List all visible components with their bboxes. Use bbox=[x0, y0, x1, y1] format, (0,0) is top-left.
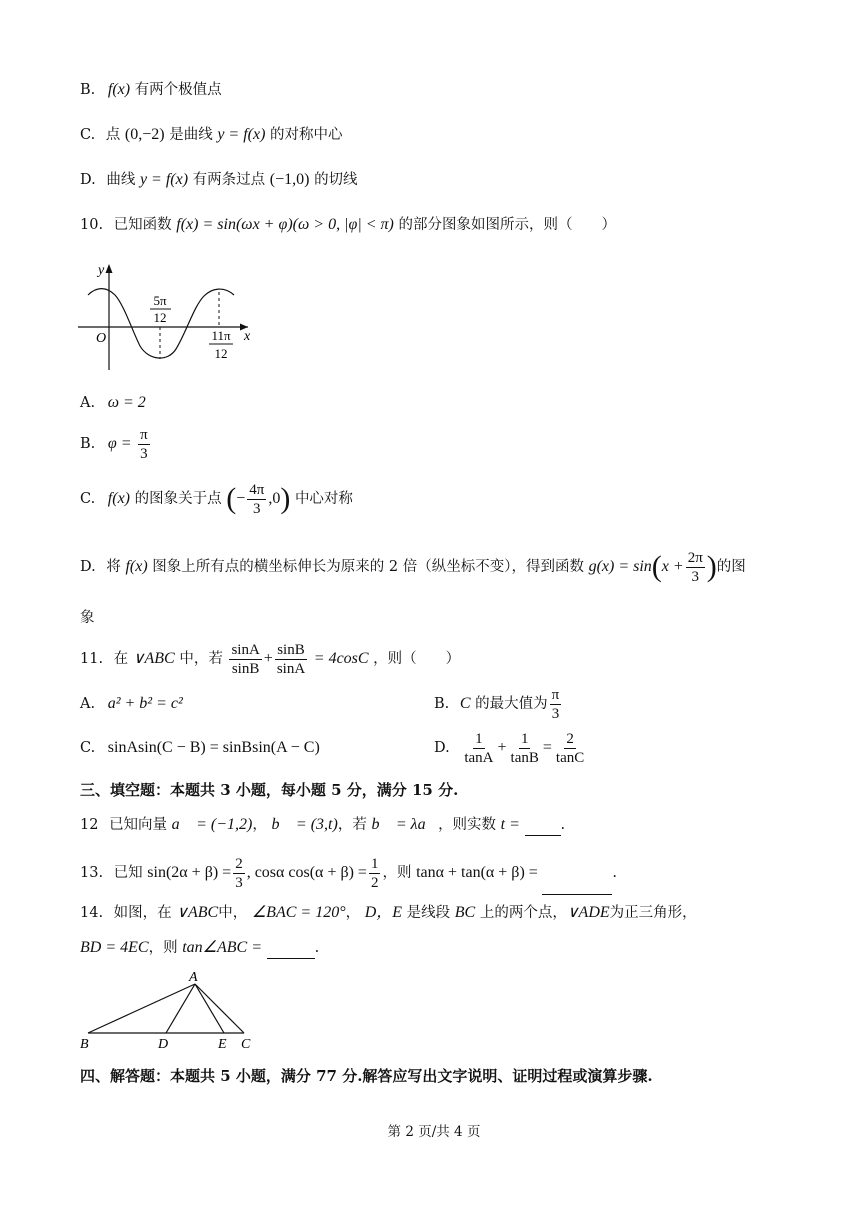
q11-option-b bbox=[434, 684, 563, 724]
question-number: 12 bbox=[80, 817, 99, 833]
fraction bbox=[247, 481, 266, 518]
section-4-heading: 四、解答题：本题共 5 小题，满分 77 分.解答应写出文字说明、证明过程或演算步骤. bbox=[80, 1067, 653, 1085]
q11-stem bbox=[80, 638, 460, 680]
text: 的图象关于点 bbox=[134, 491, 222, 507]
denominator: 2 bbox=[370, 874, 379, 891]
answer-blank[interactable] bbox=[525, 815, 561, 836]
q14-stem-line2 bbox=[80, 938, 319, 959]
paren-left: ( bbox=[651, 550, 662, 583]
math: g(x) = sin bbox=[588, 558, 652, 575]
math: (0,−2) bbox=[124, 126, 165, 143]
text: 图象上所有点的横坐标伸长为原来的 2 倍（纵坐标不变），得到函数 bbox=[152, 559, 584, 575]
text: 的图 bbox=[716, 559, 746, 575]
q10-option-d bbox=[80, 546, 746, 588]
numerator: 2 bbox=[566, 730, 574, 747]
math: ∨ABC bbox=[176, 904, 219, 921]
q12-stem bbox=[80, 815, 565, 836]
fraction bbox=[550, 686, 562, 723]
text: 中心对称 bbox=[294, 491, 353, 507]
fraction bbox=[275, 641, 307, 678]
math: BD = 4EC bbox=[80, 939, 149, 956]
option-label: D. bbox=[80, 559, 96, 575]
math: a⃗ = (−1,2) bbox=[171, 816, 253, 833]
fraction bbox=[686, 549, 705, 586]
q9-option-d bbox=[80, 170, 358, 190]
origin-label: O bbox=[96, 331, 107, 346]
option-text: 有两个极值点 bbox=[134, 82, 222, 98]
math: f(x) = sin(ωx + φ)(ω > 0, |φ| < π) bbox=[176, 216, 394, 233]
numerator: 1 bbox=[475, 730, 483, 747]
denominator: 3 bbox=[235, 874, 243, 891]
numerator: 4π bbox=[249, 481, 265, 498]
text: ，则 bbox=[148, 940, 178, 956]
math: ∠BAC = 120° bbox=[251, 904, 346, 921]
plus: + bbox=[497, 739, 507, 756]
point-e-label: E bbox=[218, 1037, 227, 1052]
fraction bbox=[369, 855, 381, 892]
text: 的最大值为 bbox=[475, 696, 548, 712]
math: ,0 bbox=[268, 490, 281, 507]
text: ，则（ ） bbox=[373, 651, 461, 667]
point-d-label: D bbox=[158, 1037, 169, 1052]
vertex-b-label: B bbox=[80, 1037, 89, 1052]
numerator: 1 bbox=[370, 855, 379, 872]
text: ，则 bbox=[382, 865, 412, 881]
text: 中，若 bbox=[179, 651, 223, 667]
option-label: B. bbox=[80, 82, 96, 98]
text: 曲线 bbox=[106, 172, 136, 188]
q10-option-c bbox=[80, 478, 353, 520]
answer-blank[interactable] bbox=[542, 852, 612, 895]
question-number: 11. bbox=[80, 651, 104, 667]
text: ， bbox=[252, 817, 267, 833]
text: 是曲线 bbox=[169, 127, 213, 143]
text: . bbox=[612, 865, 618, 881]
text: 为正三角形， bbox=[609, 905, 697, 921]
text: 的部分图象如图所示，则（ ） bbox=[398, 217, 616, 233]
fraction bbox=[229, 641, 261, 678]
math: BC bbox=[454, 904, 476, 921]
math: sinAsin(C − B) = sinBsin(A − C) bbox=[107, 739, 320, 756]
numerator: 2 bbox=[235, 855, 243, 872]
plus: + bbox=[263, 650, 273, 667]
text: 已知函数 bbox=[113, 217, 172, 233]
denominator: sinA bbox=[276, 660, 306, 677]
sine-graph bbox=[76, 258, 266, 373]
math: f(x) bbox=[125, 558, 148, 575]
fraction bbox=[462, 730, 495, 767]
option-label: A. bbox=[80, 395, 96, 411]
math: = 4cosC bbox=[313, 650, 369, 667]
math: φ = bbox=[107, 435, 132, 452]
option-label: C. bbox=[80, 740, 96, 756]
fraction bbox=[233, 855, 245, 892]
text: 是线段 bbox=[406, 905, 451, 921]
numerator: π bbox=[551, 686, 560, 703]
tick-5pi-num: 5π bbox=[153, 293, 167, 308]
math: , cosα cos(α + β) = bbox=[246, 864, 367, 881]
minus: − bbox=[236, 490, 246, 507]
triangle-figure bbox=[76, 968, 266, 1053]
math: x + bbox=[661, 558, 684, 575]
q10-option-b bbox=[80, 424, 152, 464]
option-label: D. bbox=[434, 740, 450, 756]
q10-stem bbox=[80, 215, 616, 235]
fraction bbox=[138, 426, 150, 463]
text: . bbox=[314, 940, 320, 956]
text: 中， bbox=[218, 905, 248, 921]
math: a² + b² = c² bbox=[107, 695, 183, 712]
tick-5pi-den: 12 bbox=[153, 310, 167, 325]
denominator: tanA bbox=[464, 749, 494, 766]
math: C bbox=[459, 695, 471, 712]
denominator: 3 bbox=[253, 500, 261, 517]
vertex-c-label: C bbox=[241, 1037, 251, 1052]
option-text: 的切线 bbox=[314, 172, 358, 188]
numerator: 2π bbox=[687, 549, 703, 566]
text: 点 bbox=[105, 127, 121, 143]
math: f(x) bbox=[107, 81, 131, 98]
numerator: sinA bbox=[231, 641, 260, 658]
denominator: 3 bbox=[691, 568, 699, 585]
option-label: B. bbox=[80, 436, 96, 452]
math: (−1,0) bbox=[269, 171, 310, 188]
text: 如图，在 bbox=[113, 905, 172, 921]
text: 将 bbox=[106, 559, 121, 575]
math: b⃗ = λa⃗ bbox=[371, 816, 439, 833]
vertex-a-label: A bbox=[189, 970, 198, 985]
text: ，则实数 bbox=[438, 817, 497, 833]
option-label: C. bbox=[80, 127, 96, 143]
q13-stem bbox=[80, 852, 617, 895]
denominator: 3 bbox=[551, 705, 560, 722]
math: tanα + tan(α + β) = bbox=[416, 864, 538, 881]
tick-11pi-num: 11π bbox=[211, 328, 231, 343]
y-axis-label: y bbox=[98, 263, 105, 278]
x-axis-label: x bbox=[244, 329, 251, 344]
math: ω = 2 bbox=[107, 394, 146, 411]
math: y = f(x) bbox=[139, 171, 189, 188]
math: sin(2α + β) = bbox=[147, 864, 232, 881]
text: 在 bbox=[113, 651, 129, 667]
denominator: 3 bbox=[140, 445, 148, 462]
text: . bbox=[560, 817, 566, 833]
denominator: tanB bbox=[510, 749, 539, 766]
q10-option-d-cont: 象 bbox=[80, 610, 95, 626]
equals: = bbox=[542, 739, 552, 756]
question-number: 10. bbox=[80, 217, 104, 233]
paren-right: ) bbox=[280, 482, 291, 515]
paren-right: ) bbox=[706, 550, 717, 583]
q9-option-c bbox=[80, 125, 343, 145]
answer-blank[interactable] bbox=[267, 938, 315, 959]
paren-left: ( bbox=[226, 482, 237, 515]
text: 有两条过点 bbox=[192, 172, 266, 188]
math: t = bbox=[500, 816, 520, 833]
math: ∨ABC bbox=[132, 650, 175, 667]
question-number: 14. bbox=[80, 905, 104, 921]
text: 已知 bbox=[113, 865, 143, 881]
option-label: B. bbox=[434, 696, 450, 712]
text: 上的两个点， bbox=[479, 905, 567, 921]
option-text: 的对称中心 bbox=[270, 127, 343, 143]
page-footer: 第 2 页/共 4 页 bbox=[387, 1124, 481, 1140]
fraction bbox=[509, 730, 541, 767]
q11-option-c bbox=[80, 738, 320, 758]
math: b⃗ = (3,t) bbox=[271, 816, 338, 833]
numerator: π bbox=[140, 426, 148, 443]
q11-option-d bbox=[434, 728, 588, 768]
text: 已知向量 bbox=[109, 817, 168, 833]
denominator: sinB bbox=[231, 660, 260, 677]
q10-option-a bbox=[80, 393, 146, 413]
question-number: 13. bbox=[80, 865, 104, 881]
q11-option-a bbox=[80, 694, 183, 714]
q14-stem-line1 bbox=[80, 903, 697, 923]
option-label: D. bbox=[80, 172, 96, 188]
option-label: A. bbox=[80, 696, 96, 712]
numerator: sinB bbox=[277, 641, 305, 658]
text: ， bbox=[345, 905, 361, 921]
math: tan∠ABC = bbox=[182, 939, 262, 956]
option-label: C. bbox=[80, 491, 96, 507]
fraction bbox=[554, 730, 586, 767]
math: f(x) bbox=[107, 490, 130, 507]
text: ，若 bbox=[337, 817, 367, 833]
math: D，E bbox=[364, 904, 403, 921]
q9-option-b bbox=[80, 80, 222, 100]
section-3-heading: 三、填空题：本题共 3 小题，每小题 5 分，满分 15 分. bbox=[80, 781, 459, 799]
denominator: tanC bbox=[555, 749, 585, 766]
math: y = f(x) bbox=[217, 126, 266, 143]
tick-11pi-den: 12 bbox=[214, 346, 228, 361]
math: ∨ADE bbox=[566, 904, 610, 921]
numerator: 1 bbox=[520, 730, 529, 747]
